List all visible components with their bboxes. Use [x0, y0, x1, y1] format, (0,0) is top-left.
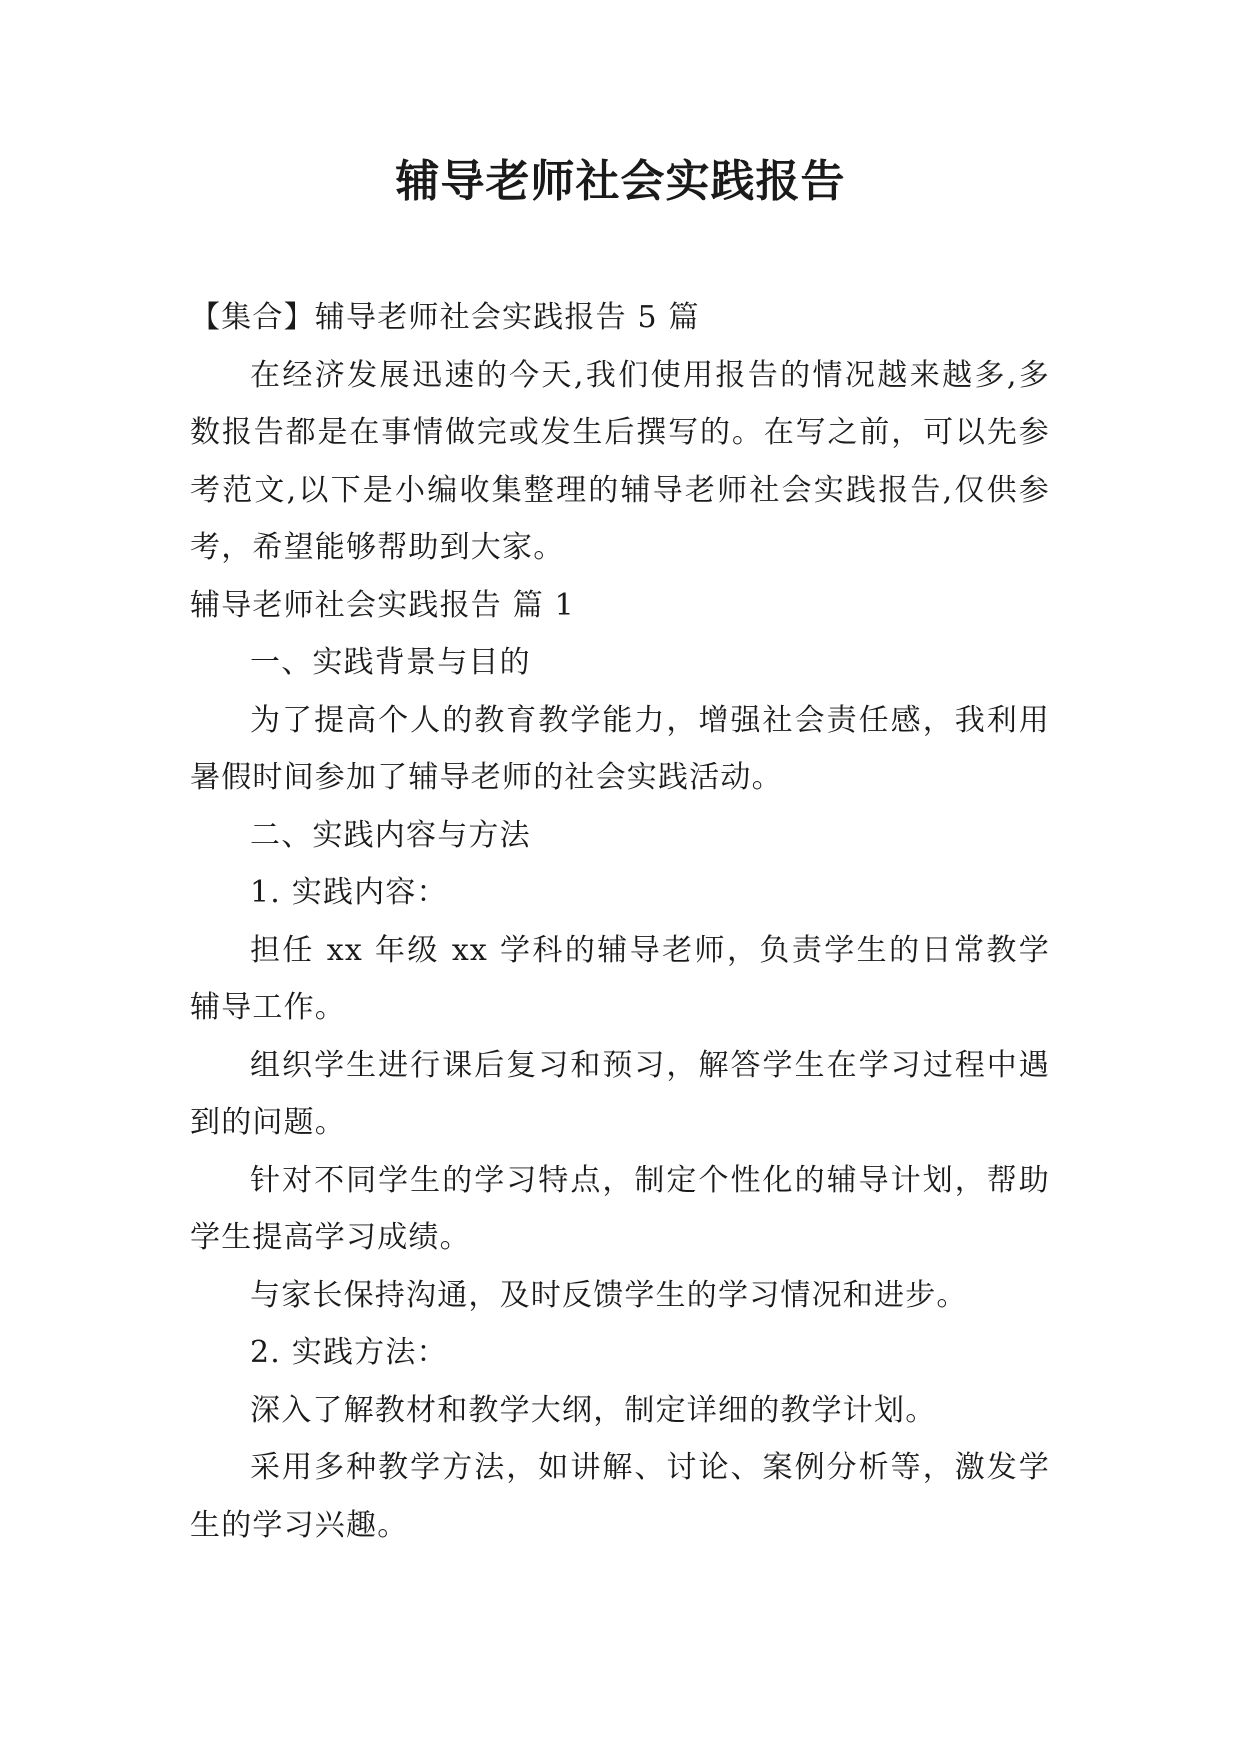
paragraph-review-preview: 组织学生进行课后复习和预习，解答学生在学习过程中遇到的问题。 [190, 1047, 1050, 1140]
paragraph-personalized-plan: 针对不同学生的学习特点，制定个性化的辅导计划，帮助学生提高学习成绩。 [190, 1162, 1050, 1255]
intro-paragraph: 在经济发展迅速的今天,我们使用报告的情况越来越多,多数报告都是在事情做完或发生后撰写的。在写之前，可以先参考范文,以下是小编收集整理的辅导老师社会实践报告,仅供参考，希望能够帮助到大家。 [190, 357, 1050, 565]
heading-content-method: 二、实践内容与方法 [250, 817, 531, 853]
heading-practice-method: 2. 实践方法： [250, 1335, 448, 1370]
collection-heading: 【集合】辅导老师社会实践报告 5 篇 [190, 300, 700, 335]
paragraph-teaching-methods: 采用多种教学方法，如讲解、讨论、案例分析等，激发学生的学习兴趣。 [190, 1450, 1050, 1543]
paragraph-parent-communication: 与家长保持沟通，及时反馈学生的学习情况和进步。 [250, 1277, 968, 1313]
paragraph-purpose: 为了提高个人的教育教学能力，增强社会责任感，我利用暑假时间参加了辅导老师的社会实践活动。 [190, 702, 1050, 795]
section-heading-part-1: 辅导老师社会实践报告 篇 1 [190, 587, 575, 623]
heading-background-purpose: 一、实践背景与目的 [250, 645, 531, 680]
heading-practice-content: 1. 实践内容： [250, 875, 448, 910]
document-title: 辅导老师社会实践报告 [395, 156, 846, 207]
document-body [190, 289, 1050, 1554]
paragraph-teaching-plan: 深入了解教材和教学大纲，制定详细的教学计划。 [250, 1392, 937, 1428]
paragraph-tutor-role: 担任 xx 年级 xx 学科的辅导老师，负责学生的日常教学辅导工作。 [190, 932, 1050, 1025]
